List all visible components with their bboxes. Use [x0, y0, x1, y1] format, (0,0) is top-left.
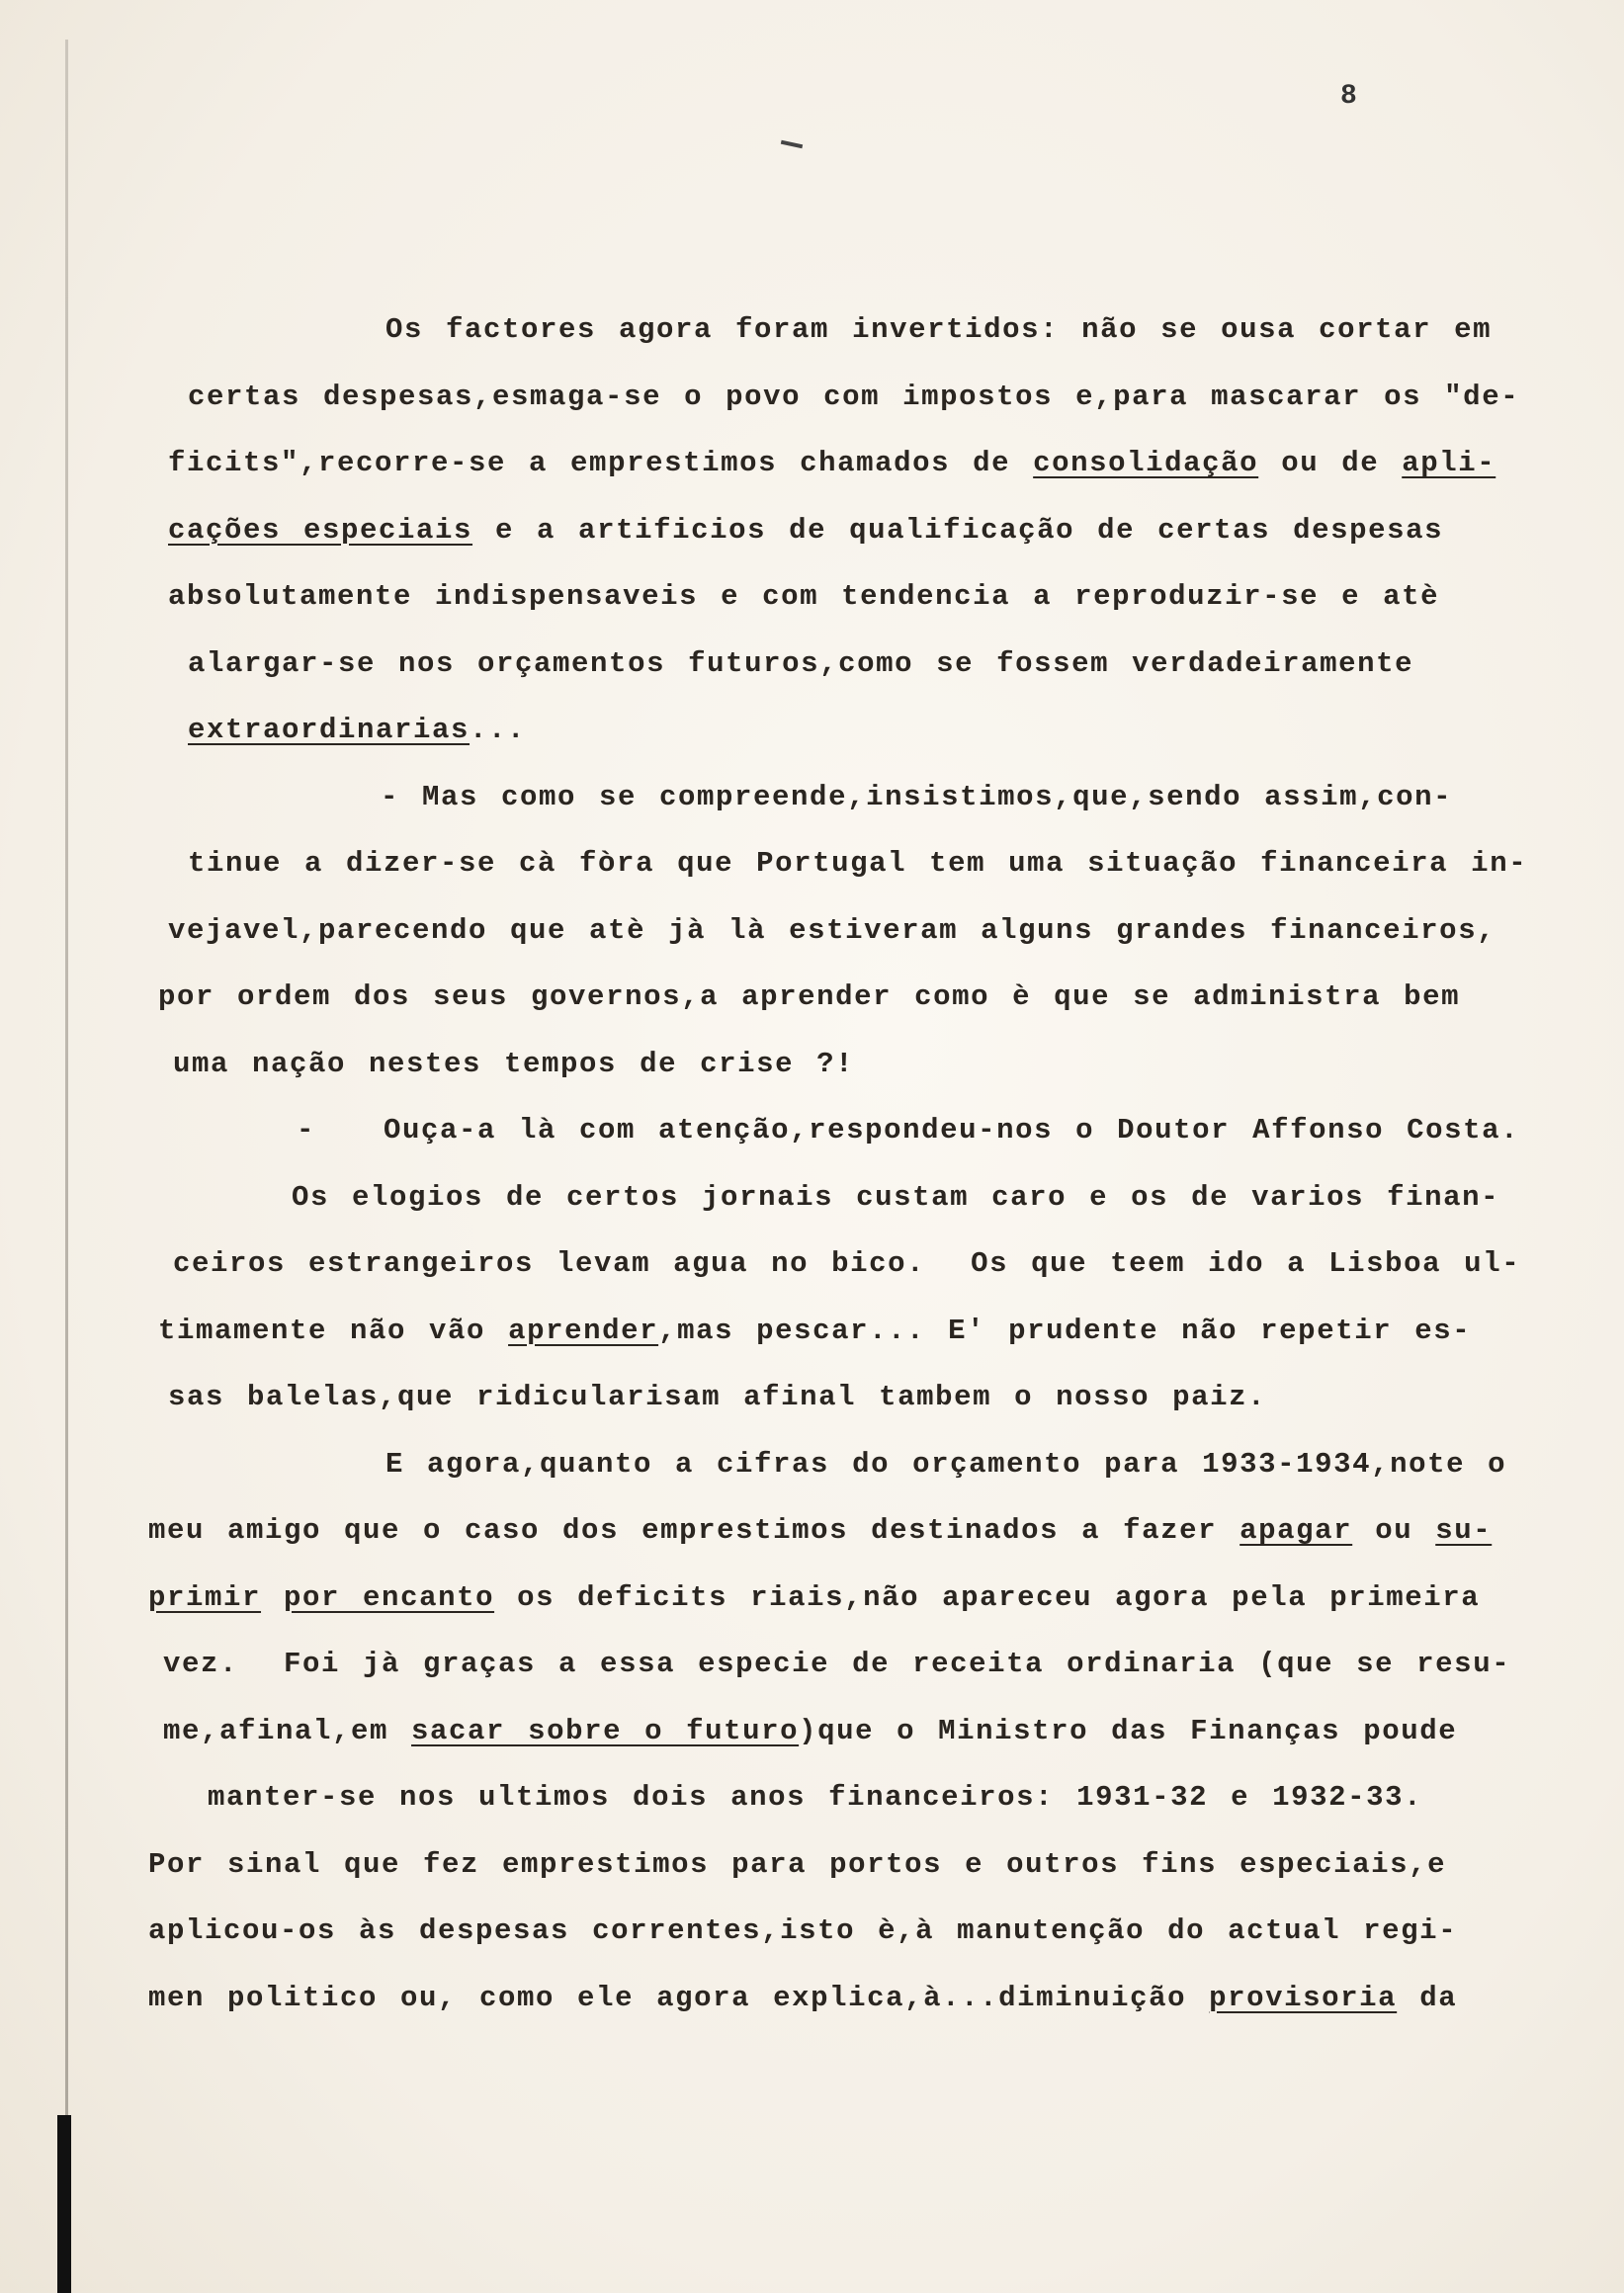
text-line — [148, 497, 1552, 564]
underlined-text: apagar — [1239, 1514, 1353, 1547]
text-segment: Os elogios de certos jornais custam caro e os de varios finan- — [292, 1180, 1500, 1214]
scan-edge-shadow — [57, 2115, 71, 2293]
text-line — [148, 1364, 1552, 1431]
text-segment: sas balelas,que ridicularisam afinal tambem o nosso paiz. — [168, 1381, 1267, 1413]
underlined-text: consolidação — [1033, 447, 1259, 479]
underlined-text: extraordinarias — [188, 714, 470, 746]
text-line — [148, 764, 1552, 831]
underlined-text: cações especiais — [168, 513, 473, 547]
text-segment: )que o Ministro das Finanças poude — [799, 1714, 1458, 1747]
text-segment: timamente não vão — [158, 1314, 509, 1347]
text-segment: ... — [470, 714, 527, 746]
text-segment: aplicou-os às despesas correntes,isto è,à manutenção do actual regi- — [148, 1914, 1458, 1947]
text-segment: Os factores agora foram invertidos: não se ousa cortar em — [385, 313, 1493, 346]
text-segment: ficits",recorre-se a emprestimos chamados de — [168, 447, 1034, 479]
text-line — [148, 364, 1552, 431]
text-line — [148, 830, 1552, 897]
underlined-text: provisoria — [1209, 1981, 1398, 2014]
text-line — [148, 563, 1552, 631]
text-line — [148, 1497, 1552, 1565]
text-segment: ceiros estrangeiros levam agua no bico. Os que teem ido a Lisboa ul- — [173, 1247, 1521, 1280]
text-line — [148, 1298, 1552, 1365]
text-line — [148, 1031, 1552, 1098]
text-line — [148, 297, 1552, 364]
page-number: 8 — [1340, 81, 1357, 112]
text-segment: me,afinal,em — [163, 1714, 412, 1747]
text-segment: meu amigo que o caso dos emprestimos destinados a fazer — [148, 1514, 1240, 1547]
text-line — [148, 1097, 1552, 1164]
text-line — [148, 1898, 1552, 1965]
text-line — [148, 697, 1552, 764]
text-line — [148, 1565, 1552, 1632]
underlined-text: sacar sobre o futuro — [411, 1714, 800, 1747]
text-segment — [261, 1581, 284, 1614]
text-segment: ,mas pescar... E' prudente não repetir es- — [658, 1314, 1472, 1347]
text-segment: tinue a dizer-se cà fòra que Portugal tem uma situação financeira in- — [188, 847, 1528, 880]
text-segment: os deficits riais,não apareceu agora pela primeira — [494, 1580, 1481, 1614]
text-segment: ou — [1352, 1514, 1436, 1547]
text-line — [148, 1698, 1552, 1765]
text-line — [148, 430, 1552, 497]
text-segment: manter-se nos ultimos dois anos financeiros: 1931-32 e 1932-33. — [208, 1781, 1423, 1814]
text-segment: vez. Foi jà graças a essa especie de receita ordinaria (que se resu- — [163, 1648, 1511, 1680]
text-line — [148, 897, 1552, 965]
text-segment: alargar-se nos orçamentos futuros,como se fossem verdadeiramente — [188, 646, 1414, 680]
text-segment: E agora,quanto a cifras do orçamento para 1933-1934,note o — [385, 1447, 1507, 1481]
text-line — [148, 1764, 1552, 1831]
underlined-text: su- — [1435, 1514, 1493, 1547]
text-segment: e a artificios de qualificação de certas despesas — [472, 513, 1444, 547]
binding-margin-line — [65, 40, 68, 2293]
text-segment: ou de — [1258, 447, 1403, 479]
text-line — [148, 1831, 1552, 1899]
body-text — [148, 297, 1552, 2031]
underlined-text: aprender — [508, 1314, 659, 1347]
text-segment: men politico ou, como ele agora explica,à...diminuição — [148, 1981, 1210, 2014]
text-segment: - Ouça-a là com atenção,respondeu-nos o Doutor Affonso Costa. — [297, 1114, 1520, 1146]
text-segment: certas despesas,esmaga-se o povo com impostos e,para mascarar os "de- — [188, 380, 1520, 413]
text-segment: Por sinal que fez emprestimos para portos e outros fins especiais,e — [148, 1847, 1447, 1881]
text-line — [148, 1965, 1552, 2032]
text-segment: - Mas como se compreende,insistimos,que,sendo assim,con- — [381, 780, 1453, 813]
text-segment: por ordem dos seus governos,a aprender como è que se administra bem — [158, 980, 1461, 1013]
underlined-text: primir — [148, 1580, 262, 1614]
text-segment: uma nação nestes tempos de crise ?! — [173, 1047, 855, 1080]
text-line — [148, 1164, 1552, 1231]
text-line — [148, 1431, 1552, 1498]
text-segment: vejavel,parecendo que atè jà là estiveram alguns grandes financeiros, — [168, 913, 1496, 947]
text-line — [148, 631, 1552, 698]
text-segment: absolutamente indispensaveis e com tendencia a reproduzir-se e atè — [168, 580, 1440, 613]
ink-mark — [781, 140, 803, 148]
text-line — [148, 1231, 1552, 1298]
text-line — [148, 1631, 1552, 1698]
text-line — [148, 964, 1552, 1031]
underlined-text: por encanto — [284, 1580, 495, 1614]
text-segment: da — [1397, 1981, 1458, 2014]
underlined-text: apli- — [1402, 447, 1496, 479]
